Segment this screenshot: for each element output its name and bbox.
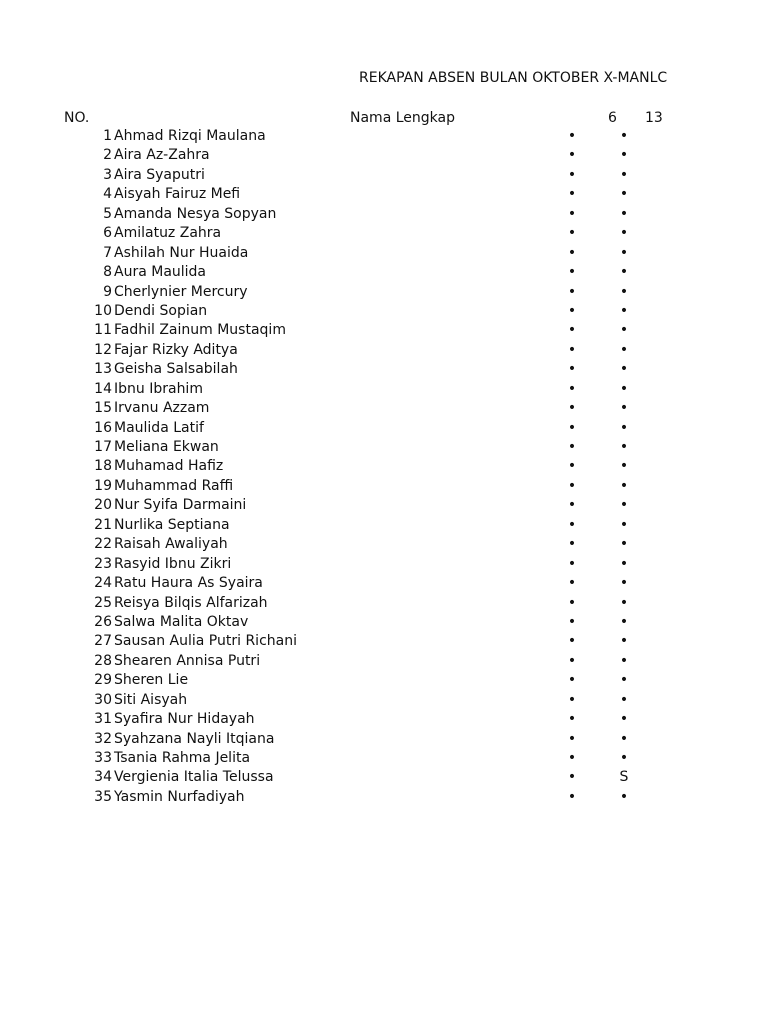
row-number: 8 [103, 264, 112, 281]
table-row [0, 302, 768, 321]
student-name: Siti Aisyah [114, 691, 188, 708]
student-name: Ratu Haura As Syaira [114, 575, 263, 592]
row-number: 19 [94, 477, 112, 494]
attendance-date-2: • [619, 788, 629, 805]
student-name: Dendi Sopian [114, 302, 208, 319]
attendance-date-1: • [567, 322, 577, 339]
student-name: Fajar Rizky Aditya [114, 341, 238, 358]
attendance-date-1: • [567, 536, 577, 553]
row-number: 1 [103, 128, 112, 144]
table-row [0, 613, 768, 632]
attendance-date-1: • [567, 244, 577, 261]
attendance-date-1: • [567, 458, 577, 475]
row-number: 12 [94, 341, 112, 358]
row-number: 25 [94, 594, 112, 611]
student-name: Fadhil Zainum Mustaqim [114, 322, 286, 339]
attendance-date-1: • [567, 439, 577, 455]
table-row [0, 224, 768, 243]
attendance-date-2: • [619, 575, 629, 592]
attendance-date-1: • [567, 186, 577, 203]
attendance-date-2: • [619, 536, 629, 553]
student-name: Nurlika Septiana [114, 516, 230, 533]
student-name: Cherlynier Mercury [114, 283, 248, 300]
attendance-date-2: • [619, 244, 629, 261]
table-row [0, 555, 768, 574]
attendance-date-1: • [567, 166, 577, 183]
table-row [0, 730, 768, 749]
table-row [0, 749, 768, 768]
student-name: Sheren Lie [114, 672, 189, 689]
table-row [0, 477, 768, 496]
attendance-date-1: • [567, 283, 577, 300]
student-name: Vergienia Italia Telussa [114, 769, 274, 786]
row-number: 34 [94, 769, 112, 786]
attendance-date-1: • [567, 788, 577, 805]
attendance-date-1: • [567, 769, 577, 786]
attendance-date-2: • [619, 341, 629, 358]
student-name: Geisha Salsabilah [114, 361, 238, 378]
student-name: Syafira Nur Hidayah [114, 711, 255, 728]
row-number: 27 [94, 633, 112, 650]
row-number: 26 [94, 613, 112, 630]
student-name: Aisyah Fairuz Mefi [114, 186, 241, 203]
student-name: Rasyid Ibnu Zikri [114, 555, 232, 572]
row-number: 28 [94, 652, 112, 669]
attendance-date-2: S [619, 769, 629, 786]
attendance-date-1: • [567, 575, 577, 592]
row-number: 24 [94, 575, 112, 592]
attendance-date-2: • [619, 594, 629, 611]
student-name: Salwa Malita Oktav [114, 613, 249, 630]
student-name: Reisya Bilqis Alfarizah [114, 594, 268, 611]
column-header-date-1: 6 [608, 110, 617, 126]
table-row [0, 594, 768, 613]
attendance-date-2: • [619, 691, 629, 708]
attendance-date-1: • [567, 633, 577, 650]
attendance-date-1: • [567, 555, 577, 572]
table-row [0, 632, 768, 651]
table-row [0, 263, 768, 282]
table-row [0, 419, 768, 438]
attendance-date-2: • [619, 516, 629, 533]
attendance-date-1: • [567, 594, 577, 611]
student-name: Muhamad Hafiz [114, 458, 224, 475]
attendance-date-1: • [567, 380, 577, 397]
row-number: 6 [103, 225, 112, 242]
table-row [0, 244, 768, 263]
attendance-date-2: • [619, 205, 629, 222]
attendance-date-2: • [619, 225, 629, 242]
table-row [0, 691, 768, 710]
row-number: 10 [94, 302, 112, 319]
attendance-date-2: • [619, 400, 629, 417]
attendance-date-1: • [567, 128, 577, 144]
row-number: 35 [94, 788, 112, 805]
student-name: Shearen Annisa Putri [114, 652, 261, 669]
row-number: 20 [94, 497, 112, 514]
attendance-date-1: • [567, 477, 577, 494]
table-row [0, 788, 768, 807]
table-row [0, 205, 768, 224]
table-row [0, 535, 768, 554]
attendance-date-1: • [567, 361, 577, 378]
attendance-date-2: • [619, 458, 629, 475]
attendance-date-1: • [567, 672, 577, 689]
table-row [0, 457, 768, 476]
table-row [0, 710, 768, 729]
attendance-date-1: • [567, 516, 577, 533]
student-name: Aura Maulida [114, 264, 207, 281]
table-row [0, 574, 768, 593]
row-number: 31 [94, 711, 112, 728]
attendance-date-2: • [619, 555, 629, 572]
row-number: 33 [94, 750, 112, 766]
table-row [0, 380, 768, 399]
attendance-date-1: • [567, 147, 577, 164]
table-row [0, 127, 768, 146]
table-row [0, 652, 768, 671]
row-number: 32 [94, 730, 112, 747]
student-name: Aira Syaputri [114, 166, 205, 183]
attendance-table [0, 127, 768, 807]
table-row [0, 768, 768, 787]
table-row [0, 496, 768, 515]
attendance-date-2: • [619, 166, 629, 183]
row-number: 17 [94, 439, 112, 455]
row-number: 18 [94, 458, 112, 475]
student-name: Ibnu Ibrahim [114, 380, 203, 397]
table-row [0, 399, 768, 418]
attendance-date-1: • [567, 341, 577, 358]
row-number: 9 [103, 283, 112, 300]
attendance-date-2: • [619, 613, 629, 630]
row-number: 16 [94, 419, 112, 436]
student-name: Syahzana Nayli Itqiana [114, 730, 275, 747]
attendance-date-2: • [619, 730, 629, 747]
student-name: Sausan Aulia Putri Richani [114, 633, 297, 650]
document-title: REKAPAN ABSEN BULAN OKTOBER X-MANLC [359, 70, 668, 86]
row-number: 11 [94, 322, 112, 339]
attendance-date-2: • [619, 750, 629, 766]
attendance-date-2: • [619, 419, 629, 436]
column-header-date-2: 13 [645, 110, 663, 126]
student-name: Maulida Latif [114, 419, 204, 436]
row-number: 7 [103, 244, 112, 261]
column-header-name: Nama Lengkap [350, 110, 455, 126]
table-row [0, 166, 768, 185]
attendance-date-2: • [619, 439, 629, 455]
student-name: Aira Az-Zahra [114, 147, 210, 164]
attendance-date-2: • [619, 633, 629, 650]
attendance-date-2: • [619, 652, 629, 669]
student-name: Amanda Nesya Sopyan [114, 205, 277, 222]
row-number: 29 [94, 672, 112, 689]
row-number: 21 [94, 516, 112, 533]
attendance-date-2: • [619, 264, 629, 281]
attendance-date-1: • [567, 264, 577, 281]
table-row [0, 146, 768, 165]
table-row [0, 671, 768, 690]
row-number: 3 [103, 166, 112, 183]
attendance-date-1: • [567, 711, 577, 728]
row-number: 15 [94, 400, 112, 417]
row-number: 14 [94, 380, 112, 397]
attendance-date-1: • [567, 497, 577, 514]
column-header-no: NO. [64, 110, 90, 126]
attendance-date-2: • [619, 302, 629, 319]
student-name: Ashilah Nur Huaida [114, 244, 249, 261]
student-name: Tsania Rahma Jelita [114, 750, 251, 766]
attendance-date-1: • [567, 419, 577, 436]
row-number: 23 [94, 555, 112, 572]
attendance-date-2: • [619, 477, 629, 494]
table-row [0, 185, 768, 204]
row-number: 30 [94, 691, 112, 708]
attendance-date-2: • [619, 186, 629, 203]
attendance-date-2: • [619, 711, 629, 728]
attendance-date-1: • [567, 652, 577, 669]
row-number: 4 [103, 186, 112, 203]
row-number: 2 [103, 147, 112, 164]
student-name: Amilatuz Zahra [114, 225, 222, 242]
table-row [0, 516, 768, 535]
row-number: 22 [94, 536, 112, 553]
table-row [0, 438, 768, 457]
table-row [0, 321, 768, 340]
attendance-date-1: • [567, 691, 577, 708]
attendance-date-1: • [567, 730, 577, 747]
attendance-date-1: • [567, 225, 577, 242]
student-name: Raisah Awaliyah [114, 536, 228, 553]
attendance-date-2: • [619, 322, 629, 339]
attendance-date-2: • [619, 283, 629, 300]
attendance-date-1: • [567, 613, 577, 630]
attendance-date-1: • [567, 400, 577, 417]
student-name: Nur Syifa Darmaini [114, 497, 247, 514]
table-row [0, 283, 768, 302]
attendance-date-2: • [619, 361, 629, 378]
student-name: Meliana Ekwan [114, 439, 219, 455]
attendance-date-2: • [619, 147, 629, 164]
student-name: Yasmin Nurfadiyah [114, 788, 245, 805]
student-name: Muhammad Raffi [114, 477, 234, 494]
table-row [0, 341, 768, 360]
attendance-date-1: • [567, 750, 577, 766]
student-name: Irvanu Azzam [114, 400, 210, 417]
attendance-date-1: • [567, 205, 577, 222]
attendance-date-2: • [619, 128, 629, 144]
attendance-date-2: • [619, 672, 629, 689]
attendance-date-2: • [619, 380, 629, 397]
table-row [0, 360, 768, 379]
attendance-date-2: • [619, 497, 629, 514]
row-number: 5 [103, 205, 112, 222]
student-name: Ahmad Rizqi Maulana [114, 128, 266, 144]
row-number: 13 [94, 361, 112, 378]
attendance-date-1: • [567, 302, 577, 319]
